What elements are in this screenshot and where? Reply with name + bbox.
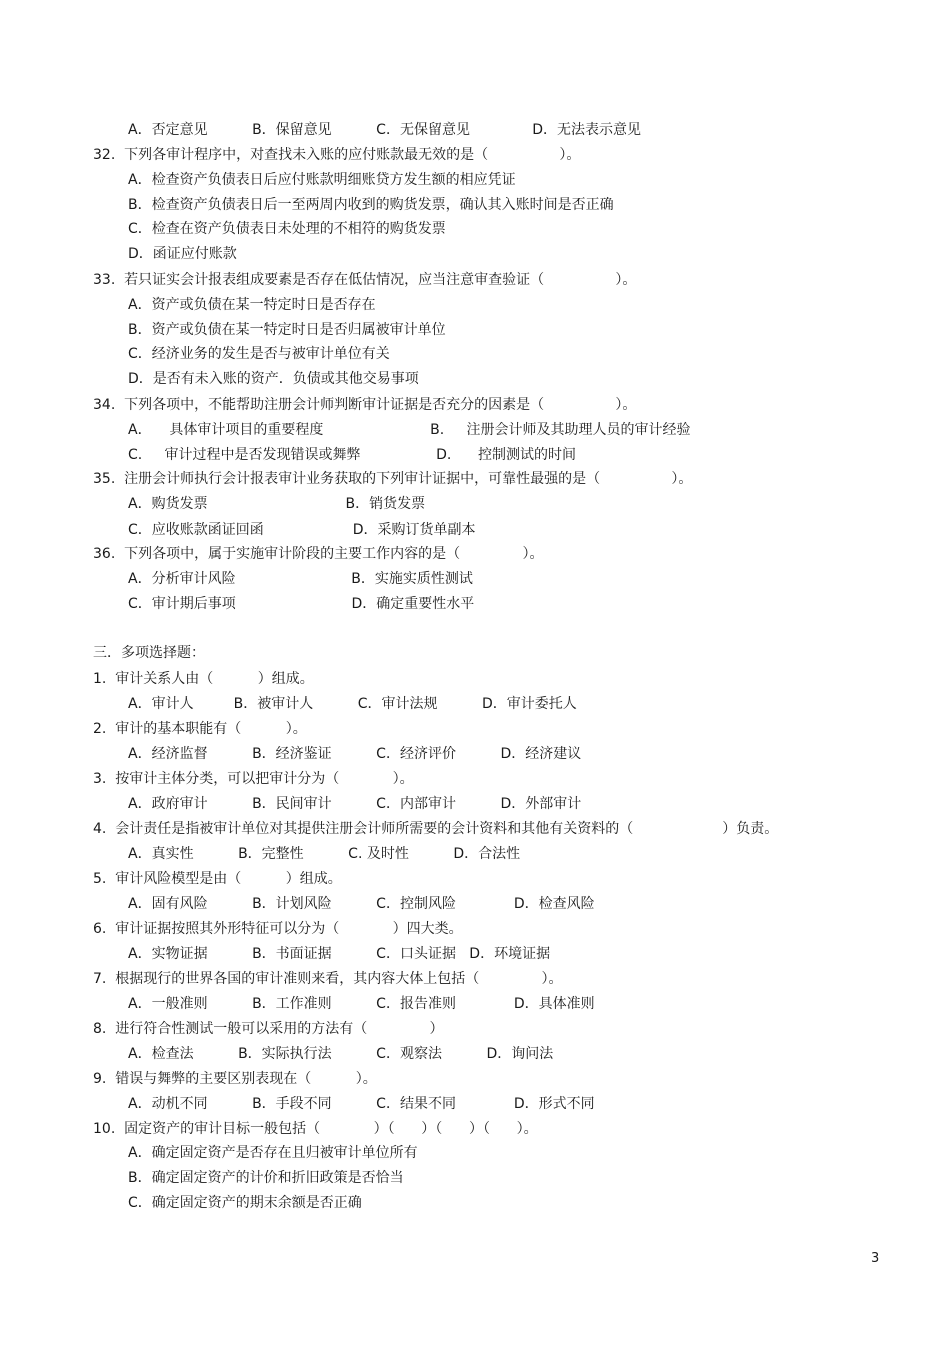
m4-stem: 4. 会计责任是指被审计单位对其提供注册会计师所需要的会计资料和其他有关资料的（ ）负责。 xyxy=(93,821,779,837)
m9-stem: 9. 错误与舞弊的主要区别表现在（ ）。 xyxy=(93,1071,377,1087)
m2-options: A．经济监督 B．经济鉴证 C．经济评价 D．经济建议 xyxy=(128,746,582,762)
m5-options: A．固有风险 B．计划风险 C．控制风险 D．检查风险 xyxy=(128,896,595,912)
q34-options-cd: C. 审计过程中是否发现错误或舞弊 D. 控制测试的时间 xyxy=(128,447,577,463)
q34-options-ab: A． 具体审计项目的重要程度 B. 注册会计师及其助理人员的审计经验 xyxy=(128,422,691,438)
q32-stem: 32. 下列各审计程序中，对查找未入账的应付账款最无效的是（ ）。 xyxy=(93,147,581,163)
page-number: 3 xyxy=(871,1251,880,1266)
m6-stem: 6. 审计证据按照其外形特征可以分为（ ）四大类。 xyxy=(93,921,463,937)
m10-option-c: C．确定固定资产的期末余额是否正确 xyxy=(128,1195,362,1211)
m5-stem: 5. 审计风险模型是由（ ）组成。 xyxy=(93,871,342,887)
m4-options: A．真实性 B．完整性 C. 及时性 D．合法性 xyxy=(128,846,521,862)
m2-stem: 2. 审计的基本职能有（ ）。 xyxy=(93,721,307,737)
m8-stem: 8. 进行符合性测试一般可以采用的方法有（ ） xyxy=(93,1021,444,1037)
m8-options: A．检查法 B．实际执行法 C．观察法 D．询问法 xyxy=(128,1046,554,1062)
m7-stem: 7. 根据现行的世界各国的审计准则来看，其内容大体上包括（ ）。 xyxy=(93,971,563,987)
m9-options: A．动机不同 B．手段不同 C．结果不同 D．形式不同 xyxy=(128,1096,595,1112)
q35-options-cd: C．应收账款函证回函 D．采购订货单副本 xyxy=(128,522,476,538)
q34-stem: 34. 下列各项中，不能帮助注册会计师判断审计证据是否充分的因素是（ ）。 xyxy=(93,397,637,413)
q35-options-ab: A．购货发票 B．销货发票 xyxy=(128,496,426,512)
m7-options: A．一般准则 B．工作准则 C．报告准则 D．具体准则 xyxy=(128,996,595,1012)
m6-options: A．实物证据 B．书面证据 C．口头证据 D．环境证据 xyxy=(128,946,551,962)
m1-options: A．审计人 B．被审计人 C．审计法规 D．审计委托人 xyxy=(128,696,577,712)
m10-option-b: B．确定固定资产的计价和折旧政策是否恰当 xyxy=(128,1170,404,1186)
q35-stem: 35. 注册会计师执行会计报表审计业务获取的下列审计证据中，可靠性最强的是（ ）。 xyxy=(93,471,693,487)
m1-stem: 1. 审计关系人由（ ）组成。 xyxy=(93,671,314,687)
q32-option-a: A．检查资产负债表日后应付账款明细账贷方发生额的相应凭证 xyxy=(128,172,516,188)
q36-options-ab: A．分析审计风险 B．实施实质性测试 xyxy=(128,571,473,587)
q36-stem: 36. 下列各项中，属于实施审计阶段的主要工作内容的是（ ）。 xyxy=(93,546,544,562)
q33-stem: 33. 若只证实会计报表组成要素是否存在低估情况，应当注意审查验证（ ）。 xyxy=(93,272,637,288)
m3-options: A．政府审计 B．民间审计 C．内部审计 D．外部审计 xyxy=(128,796,582,812)
q32-option-c: C．检查在资产负债表日未处理的不相符的购货发票 xyxy=(128,221,446,237)
section-3-heading: 三．多项选择题： xyxy=(93,645,205,661)
q36-options-cd: C．审计期后事项 D．确定重要性水平 xyxy=(128,596,475,612)
q33-option-b: B．资产或负债在某一特定时日是否归属被审计单位 xyxy=(128,322,446,338)
q33-option-a: A．资产或负债在某一特定时日是否存在 xyxy=(128,297,376,313)
m3-stem: 3. 按审计主体分类，可以把审计分为（ ）。 xyxy=(93,771,414,787)
q32-option-d: D．函证应付账款 xyxy=(128,246,237,262)
q32-option-b: B．检查资产负债表日后一至两周内收到的购货发票，确认其入账时间是否正确 xyxy=(128,197,614,213)
m10-option-a: A．确定固定资产是否存在且归被审计单位所有 xyxy=(128,1145,418,1161)
q33-option-d: D．是否有未入账的资产．负债或其他交易事项 xyxy=(128,371,419,387)
q33-option-c: C．经济业务的发生是否与被审计单位有关 xyxy=(128,346,390,362)
q31-options: A．否定意见 B．保留意见 C．无保留意见 D．无法表示意见 xyxy=(128,122,642,138)
m10-stem: 10. 固定资产的审计目标一般包括（ ）（ ）（ ）（ ）。 xyxy=(93,1121,538,1137)
